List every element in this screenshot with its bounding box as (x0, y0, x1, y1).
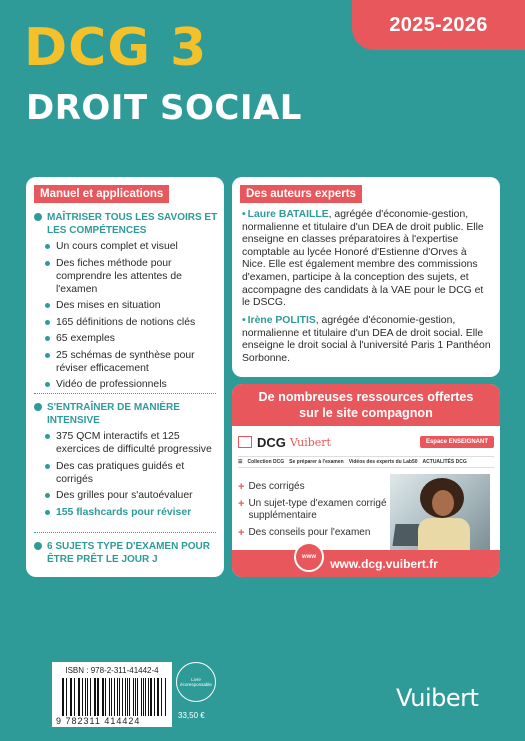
bullet-icon: • (242, 209, 246, 220)
title-sub: DROIT SOCIAL (26, 88, 302, 128)
bullet-icon (45, 336, 50, 341)
resources-heading-line: De nombreuses ressources offertes (258, 390, 474, 404)
author-bio (242, 315, 492, 365)
bullet-icon (34, 403, 42, 411)
list-item (45, 257, 218, 296)
list-item-text: Des fiches méthode pour comprendre les attentes de l'examen (56, 257, 182, 295)
bullet-icon (45, 493, 50, 498)
barcode (52, 662, 172, 727)
bullet-icon (45, 353, 50, 358)
section-title (34, 401, 218, 427)
menu-icon[interactable]: ☰ (238, 459, 243, 465)
plus-icon: + (238, 498, 245, 510)
bullet-icon (45, 434, 50, 439)
site-header (238, 431, 494, 453)
site-logo-icon (238, 436, 252, 448)
site-logo-text: DCG (257, 434, 286, 450)
section-title-text: 6 SUJETS TYPE D'EXAMEN POUR ÊTRE PRÊT LE JOUR J (47, 541, 210, 565)
list-item (45, 460, 218, 486)
section-exams (34, 540, 218, 566)
espace-enseignant-button[interactable]: Espace ENSEIGNANT (420, 436, 494, 448)
nav-item[interactable]: Vidéos des experts du Lab50 (348, 459, 418, 465)
list-item (45, 378, 218, 391)
student-photo (390, 474, 490, 550)
divider (34, 393, 216, 394)
divider (34, 532, 216, 533)
section-title (34, 540, 218, 566)
bullet-icon: • (242, 315, 246, 326)
list-item (45, 349, 218, 375)
ean-number: 9 782311 414424 (56, 716, 141, 726)
barcode-bars (62, 678, 166, 716)
list-item-text: 165 définitions de notions clés (56, 316, 196, 328)
list-item (45, 316, 218, 329)
eco-seal-text: Livre écoresponsable (180, 677, 212, 687)
author-text: , agrégée d'économie-gestion, normalienne et titulaire d'un DEA de droit social. Elle enseigne le droit social à l'université Paris 1 Panthéon Sorbonne. (242, 315, 491, 364)
site-brand: Vuibert (289, 435, 331, 449)
list-item (45, 240, 218, 253)
list-item-text: Vidéo de professionnels (56, 379, 167, 390)
list-item-text: 375 QCM interactifs et 125 exercices de difficulté progressive (56, 431, 212, 455)
author-text: , agrégée d'économie-gestion, normalienne et titulaire d'un DEA de droit public. Elle enseigne en classes préparatoires à l'expertise comptable au lycée Honoré d'Estienne d'Orves à Nice. Elle est également membre des commissions d'examen, participe à la conception des sujets, et accompagne des candidats à la VAE pour le DCG et le DSCG. (242, 209, 484, 309)
section-title (34, 211, 218, 237)
resources-card (232, 384, 500, 577)
author-bio (242, 209, 492, 310)
list-item-text: Des grilles pour s'autoévaluer (56, 490, 193, 501)
list-item-text: Des conseils pour l'examen (248, 527, 371, 538)
resources-list (238, 481, 388, 544)
bullet-icon (45, 382, 50, 387)
list-item-text: Des corrigés (248, 481, 305, 492)
list-item-text: Un sujet-type d'examen corrigé supplémentaire (248, 498, 387, 521)
bullet-icon (45, 261, 50, 266)
list-item (238, 481, 388, 493)
list-item-text: 155 flashcards pour réviser (56, 506, 192, 518)
plus-icon: + (238, 527, 245, 539)
list-item (45, 506, 218, 519)
list-item-text: Un cours complet et visuel (56, 241, 178, 252)
eco-seal-icon (176, 662, 216, 702)
list-item-text: Des cas pratiques guidés et corrigés (56, 460, 185, 485)
site-nav (238, 456, 494, 468)
resources-heading-line: sur le site compagnon (299, 406, 433, 420)
isbn: ISBN : 978-2-311-41442-4 (65, 666, 159, 675)
site-url[interactable]: www.dcg.vuibert.fr (232, 550, 500, 577)
authors-card (232, 177, 500, 377)
globe-icon (294, 542, 324, 572)
list-item (238, 527, 388, 539)
resources-heading (232, 384, 500, 426)
nav-item[interactable]: Se préparer à l'examen (289, 459, 344, 465)
globe-label: www (301, 554, 316, 560)
section-title-text: S'ENTRAÎNER DE MANIÈRE INTENSIVE (47, 402, 180, 426)
section-mastery (34, 211, 218, 395)
author-name: Laure BATAILLE (247, 209, 329, 220)
nav-item[interactable]: ACTUALITÉS DCG (422, 459, 467, 465)
list-item-text: 25 schémas de synthèse pour réviser efficacement (56, 349, 195, 374)
bullet-icon (34, 213, 42, 221)
author-name: Irène POLITIS (247, 315, 316, 326)
manual-card (26, 177, 224, 577)
authors-tag: Des auteurs experts (240, 185, 362, 203)
list-item (45, 299, 218, 312)
section-training (34, 401, 218, 522)
list-item (45, 489, 218, 502)
list-item (45, 332, 218, 345)
list-item (238, 498, 388, 522)
bullet-icon (45, 320, 50, 325)
list-item-text: Des mises en situation (56, 300, 161, 311)
nav-item[interactable]: Collection DCG (247, 459, 285, 465)
title-main: DCG 3 (24, 18, 208, 78)
list-item (45, 430, 218, 456)
publisher-name: Vuibert (396, 684, 479, 712)
bullet-icon (45, 510, 50, 515)
section-title-text: MAÎTRISER TOUS LES SAVOIRS ET LES COMPÉTENCES (47, 212, 218, 236)
bullet-icon (45, 464, 50, 469)
bullet-icon (45, 244, 50, 249)
price: 33,50 € (178, 711, 205, 720)
list-item-text: 65 exemples (56, 333, 115, 344)
year-badge: 2025-2026 (352, 0, 525, 50)
bullet-icon (45, 303, 50, 308)
publisher-logo (396, 684, 478, 712)
plus-icon: + (238, 481, 245, 493)
manual-tag: Manuel et applications (34, 185, 169, 203)
bullet-icon (34, 542, 42, 550)
